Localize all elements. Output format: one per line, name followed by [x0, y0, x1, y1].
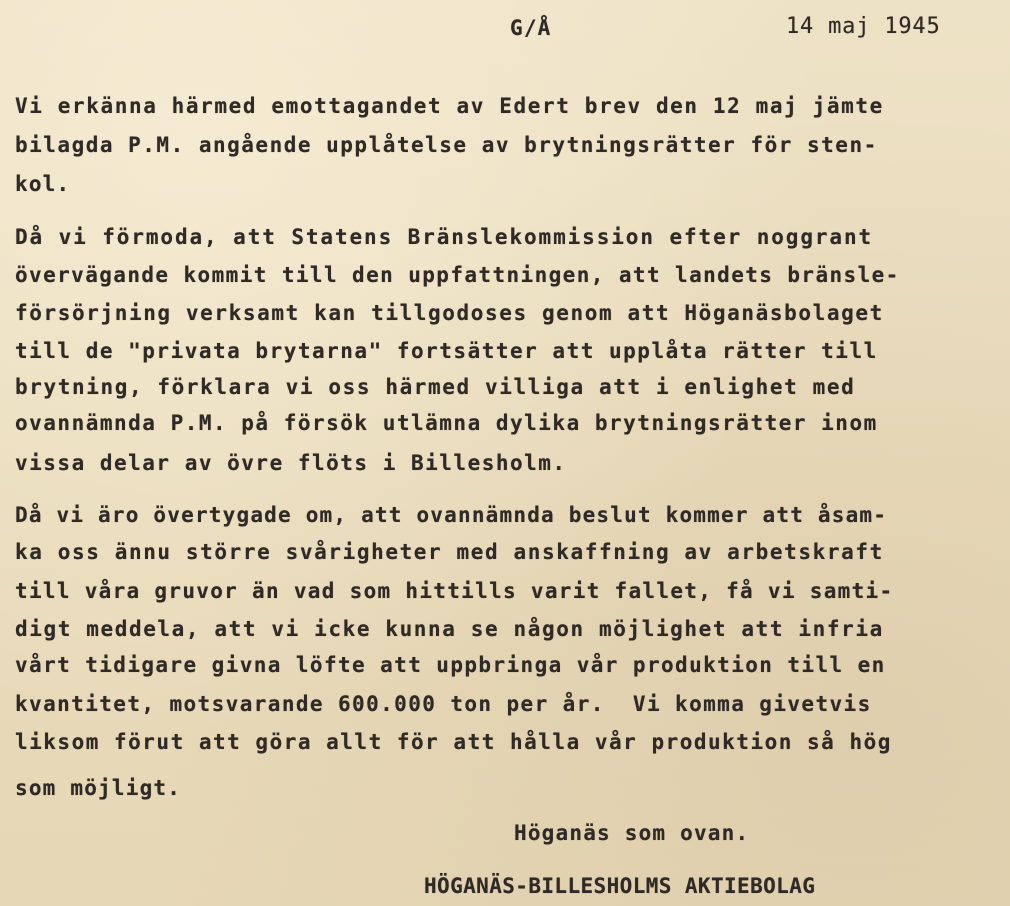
letter-date: 14 maj 1945 — [786, 14, 941, 39]
body-line: vårt tidigare givna löfte att uppbringa vår produktion till en — [15, 653, 886, 677]
body-line: Då vi förmoda, att Statens Bränslekommission efter noggrant — [15, 225, 874, 249]
company-name: HÖGANÄS-BILLESHOLMS AKTIEBOLAG — [424, 874, 816, 898]
body-line: Vi erkänna härmed emottagandet av Edert brev den 12 maj jämte — [15, 94, 884, 118]
body-line: vissa delar av övre flöts i Billesholm. — [15, 451, 567, 475]
body-line: kvantitet, motsvarande 600.000 ton per år. Vi komma givetvis — [15, 692, 872, 716]
body-line: som möjligt. — [15, 776, 182, 800]
body-line: ovannämnda P.M. på försök utlämna dylika brytningsrätter inom — [15, 411, 878, 435]
body-line: till de "privata brytarna" fortsätter att upplåta rätter till — [15, 339, 878, 363]
body-line: försörjning verksamt kan tillgodoses genom att Höganäsbolaget — [15, 301, 884, 325]
body-line: ka oss ännu större svårigheter med anskaffning av arbetskraft — [15, 540, 884, 564]
body-line: brytning, förklara vi oss härmed villiga att i enlighet med — [15, 375, 856, 399]
body-line: kol. — [15, 172, 71, 196]
body-line: till våra gruvor än vad som hittills varit fallet, få vi samti- — [15, 579, 894, 603]
body-line: Då vi äro övertygade om, att ovannämnda beslut kommer att åsam- — [15, 503, 888, 527]
reference-code: G/Å — [510, 16, 552, 40]
body-line: bilagda P.M. angående upplåtelse av brytningsrätter för sten- — [15, 133, 878, 157]
closing-place: Höganäs som ovan. — [514, 821, 750, 845]
body-line: digt meddela, att vi icke kunna se någon möjlighet att infria — [15, 617, 884, 641]
body-line: övervägande kommit till den uppfattningen, att landets bränsle- — [15, 263, 900, 287]
body-line: liksom förut att göra allt för att hålla vår produktion så hög — [15, 730, 892, 754]
